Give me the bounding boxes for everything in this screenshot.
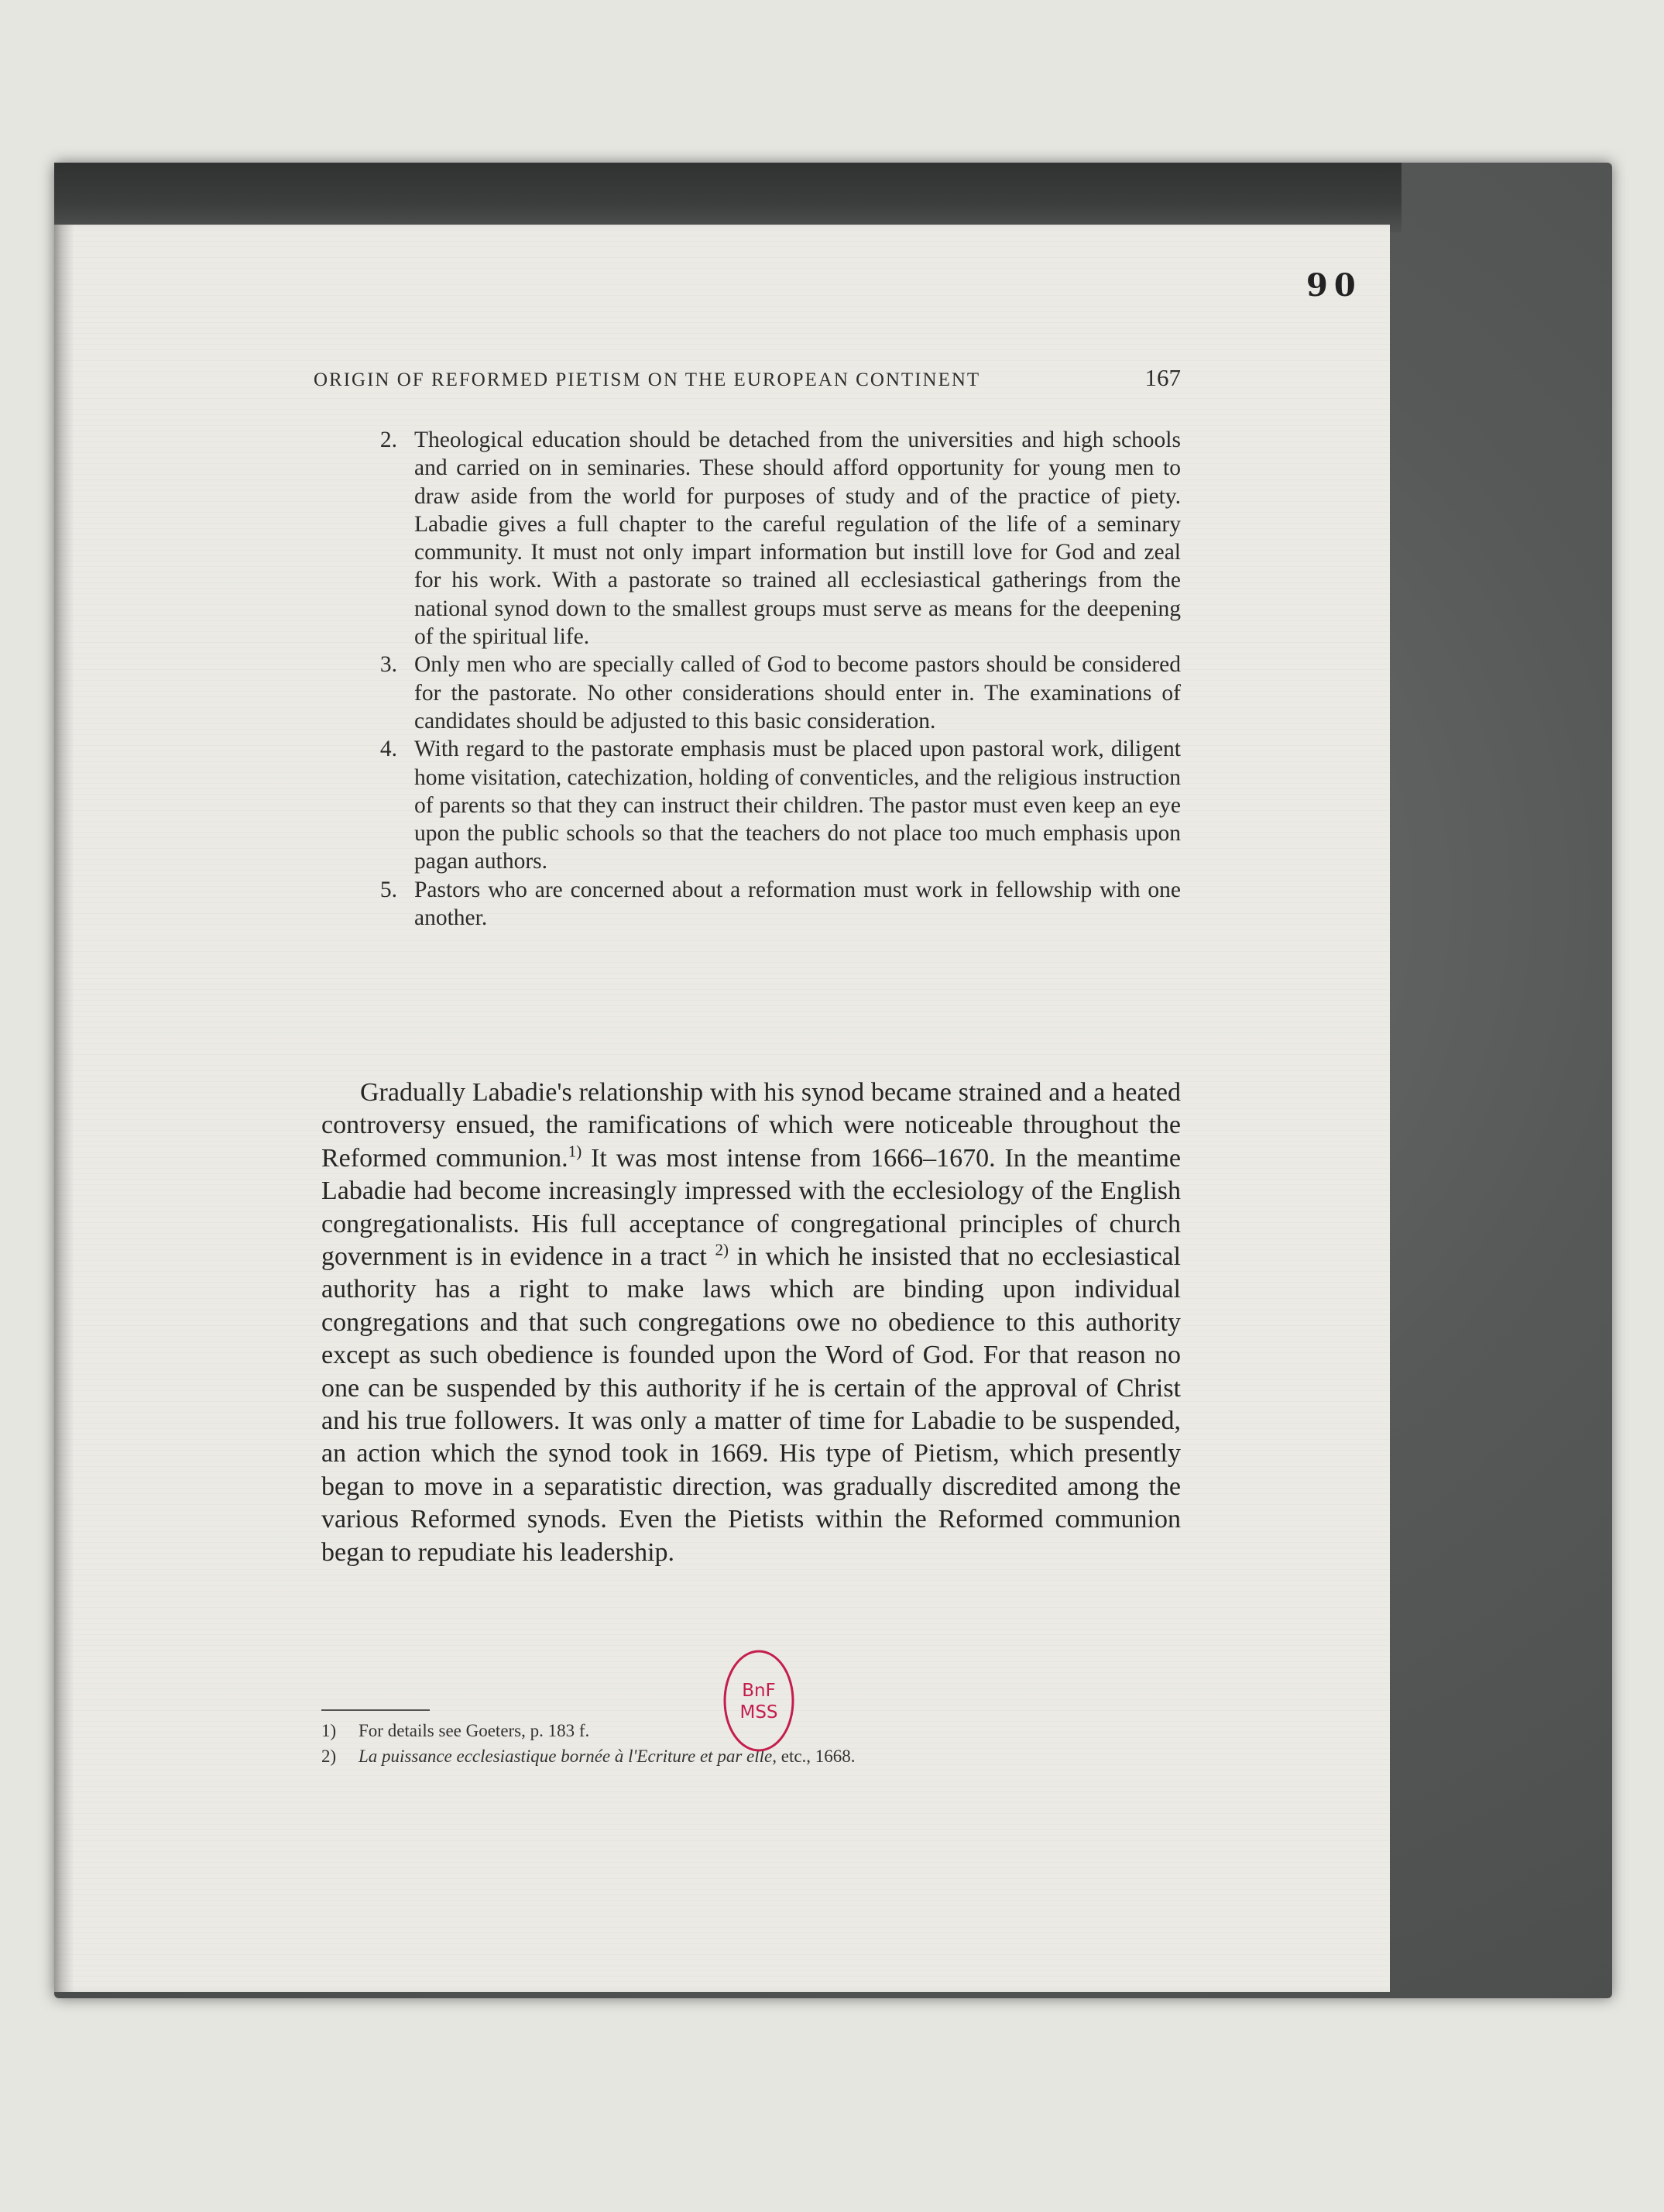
list-item-number: 4. bbox=[379, 737, 397, 762]
footnote-text: For details see Goeters, p. 183 f. bbox=[359, 1721, 590, 1740]
footnote-title: La puissance ecclesiastique bornée à l'Ecriture et par elle, bbox=[359, 1747, 777, 1766]
dark-top-strip bbox=[54, 163, 1402, 232]
stamp-line-1: BnF bbox=[742, 1681, 776, 1701]
footnote-divider bbox=[321, 1709, 430, 1711]
footnote-marker: 1) bbox=[321, 1721, 337, 1740]
document-page bbox=[54, 225, 1390, 1992]
page-number: 167 bbox=[1144, 364, 1181, 391]
list-item-text: Pastors who are concerned about a reformation must work in fellowship with one another. bbox=[414, 877, 1181, 931]
footnote-marker: 2) bbox=[321, 1747, 337, 1766]
page-left-edge bbox=[54, 225, 74, 1992]
stamp-line-2: MSS bbox=[739, 1702, 778, 1723]
paragraph-text: It was most intense from 1666–1670. In the meantime Labadie had become increasingly impressed with the ecclesiology of the English congregationalists. His full acceptance of congregational principles of church government is in evidence in a tract bbox=[321, 1143, 1181, 1272]
list-item bbox=[360, 426, 1181, 651]
list-item-text: Only men who are specially called of God to become pastors should be considered for the pastorate. No other considerations should enter in. The examinations of candidates should be adjusted to this basic consideration. bbox=[414, 652, 1181, 733]
list-item-number: 3. bbox=[379, 652, 397, 678]
body-paragraph bbox=[321, 1077, 1181, 1569]
list-item bbox=[360, 651, 1181, 735]
footnote-text: etc., 1668. bbox=[776, 1747, 856, 1766]
bnf-mss-stamp bbox=[722, 1647, 796, 1755]
list-item-text: Theological education should be detached from the universities and high schools and carried on in seminaries. These should afford opportunity for young men to draw aside from the world for purposes of study and of the practice of piety. Labadie gives a full chapter to the careful regulation of the life of a seminary community. It must not only impart information but instill love for God and zeal for his work. With a pastorate so trained all ecclesiastical gatherings from the national synod down to the smallest groups must serve as means for the deepening of the spiritual life. bbox=[414, 428, 1181, 650]
list-item-text: With regard to the pastorate emphasis must be placed upon pastoral work, diligent home visitation, catechization, holding of conventicles, and the religious instruction of parents so that they can instruct their children. The pastor must even keep an eye upon the public schools so that the teachers do not place too much emphasis upon pagan authors. bbox=[414, 737, 1181, 874]
footnote-ref-1: 1) bbox=[568, 1142, 582, 1161]
footnote-ref-2: 2) bbox=[715, 1240, 729, 1259]
stamp-graphic bbox=[722, 1647, 796, 1755]
running-head bbox=[314, 364, 1181, 392]
paragraph-text: in which he insisted that no ecclesiastical authority has a right to make laws which are binding upon individual congregations and that such congregations owe no obedience to this authority except as such obedience is founded upon the Word of God. For that reason no one can be suspended by this authority if he is certain of the approval of Christ and his true followers. It was only a matter of time for Labadie to be suspended, an action which the synod took in 1669. His type of Pietism, which presently began to move in a separatistic direction, was gradually discredited among the various Reformed synods. Even the Pietists within the Reformed communion began to repudiate his leadership. bbox=[321, 1242, 1181, 1567]
running-title: ORIGIN OF REFORMED PIETISM ON THE EUROPEAN CONTINENT bbox=[314, 369, 981, 390]
list-item bbox=[360, 876, 1181, 933]
list-item bbox=[360, 735, 1181, 875]
archive-number: 90 bbox=[1306, 267, 1362, 304]
list-item-number: 5. bbox=[379, 877, 397, 902]
list-item-number: 2. bbox=[379, 428, 397, 452]
paragraph-text: Gradually Labadie's relationship with his synod became strained and a heated controversy ensued, the ramifications of which were noticeable throughout the Reformed communion. bbox=[321, 1078, 1181, 1173]
numbered-list bbox=[360, 426, 1181, 932]
